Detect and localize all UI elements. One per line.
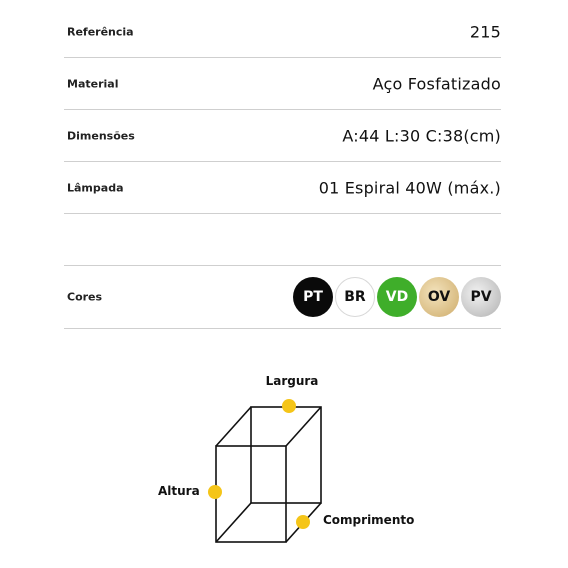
swatch-vd[interactable]: VD <box>377 277 417 317</box>
largura-label: Largura <box>265 374 319 388</box>
swatch-ov[interactable]: OV <box>419 277 459 317</box>
spec-label: Material <box>67 77 119 90</box>
spec-label: Dimensões <box>67 129 135 142</box>
spec-row-dimensoes <box>64 110 501 162</box>
spec-row-material <box>64 58 501 110</box>
spec-row-referencia <box>64 6 501 58</box>
swatch-pv[interactable]: PV <box>461 277 501 317</box>
spec-value: Aço Fosfatizado <box>372 74 501 93</box>
colors-label: Cores <box>67 290 103 304</box>
swatch-pt[interactable]: PT <box>293 277 333 317</box>
spec-label: Lâmpada <box>67 181 124 194</box>
spec-table <box>64 6 501 329</box>
swatch-br[interactable]: BR <box>335 277 375 317</box>
altura-marker <box>208 485 222 499</box>
altura-label: Altura <box>158 484 200 498</box>
spec-row-blank <box>64 214 501 266</box>
largura-marker <box>282 399 296 413</box>
spec-row-cores <box>64 266 501 329</box>
spec-value: 01 Espiral 40W (máx.) <box>318 178 501 197</box>
comprimento-label: Comprimento <box>323 513 415 527</box>
comprimento-marker <box>296 515 310 529</box>
spec-label: Referência <box>67 25 134 38</box>
color-swatches <box>293 277 501 317</box>
box-wireframe <box>216 407 321 542</box>
spec-value: 215 <box>469 22 501 41</box>
spec-value: A:44 L:30 C:38(cm) <box>342 126 501 145</box>
spec-row-lampada <box>64 162 501 214</box>
